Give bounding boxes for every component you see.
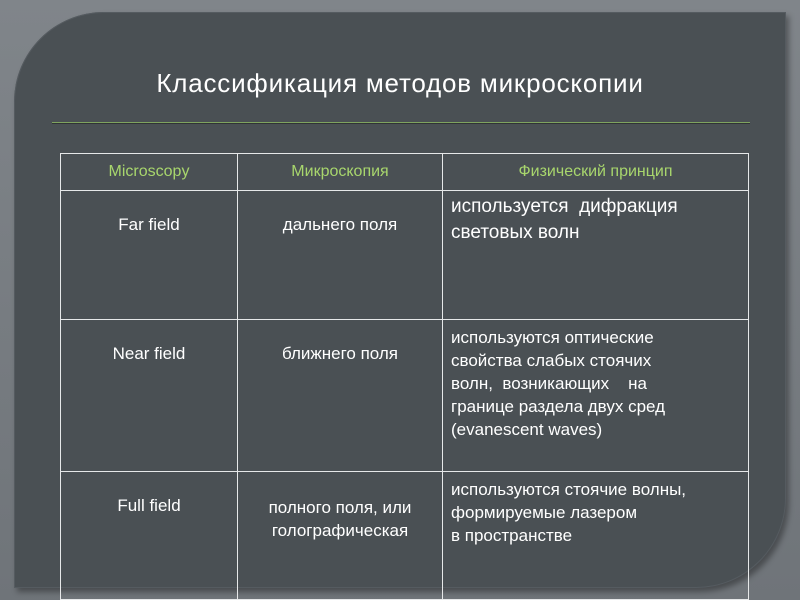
cell-full-field-principle <box>443 472 749 600</box>
cell-full-field-ru <box>238 472 443 600</box>
principle-line: волн, возникающих на <box>451 374 647 393</box>
far-field-ru-label: дальнего поля <box>282 215 398 234</box>
principle-line: формируемые лазером <box>451 503 638 522</box>
principle-line: световых волн <box>451 222 580 243</box>
near-field-ru-label: ближнего поля <box>281 344 399 363</box>
cell-far-field-ru <box>238 191 443 320</box>
near-field-label: Near field <box>112 344 186 363</box>
principle-line: (evanescent waves) <box>451 420 603 439</box>
table-row <box>61 191 749 320</box>
cell-near-field-principle <box>443 320 749 472</box>
full-field-label: Full field <box>117 496 181 515</box>
header-microscopy: Microscopy <box>61 154 238 191</box>
principle-line: используются оптические <box>451 328 654 347</box>
principle-line: в пространстве <box>451 526 573 545</box>
header-mikroskopiya: Микроскопия <box>238 154 443 191</box>
classification-table <box>60 153 749 600</box>
cell-full-field-en <box>61 472 238 600</box>
table-header-row <box>61 154 749 191</box>
full-field-ru-line: полного поля, или <box>268 498 412 517</box>
principle-line: используются стоячие волны, <box>451 480 687 499</box>
far-field-label: Far field <box>118 215 180 234</box>
table-row <box>61 472 749 600</box>
principle-line: используется дифракция <box>451 196 678 217</box>
cell-far-field-principle <box>443 191 749 320</box>
title-divider <box>52 122 750 123</box>
principle-line: свойства слабых стоячих <box>451 351 652 370</box>
principle-line: границе раздела двух сред <box>451 397 666 416</box>
slide-title: Классификация методов микроскопии <box>156 68 644 98</box>
cell-near-field-ru <box>238 320 443 472</box>
cell-near-field-en <box>61 320 238 472</box>
full-field-ru-line: голографическая <box>271 521 409 540</box>
table-row <box>61 320 749 472</box>
cell-far-field-en <box>61 191 238 320</box>
header-physical-principle: Физический принцип <box>443 154 749 191</box>
